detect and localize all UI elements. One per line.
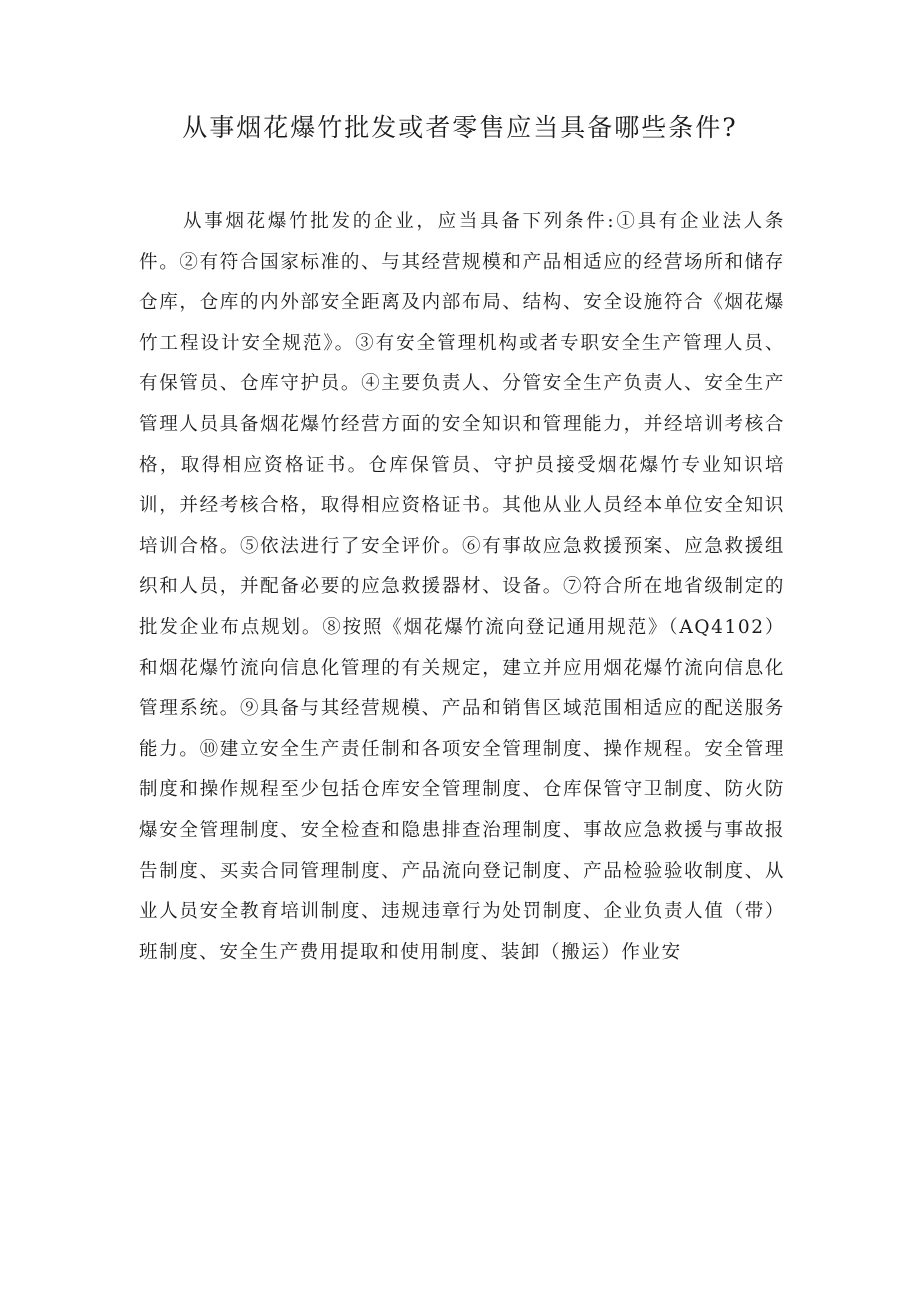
document-title: 从事烟花爆竹批发或者零售应当具备哪些条件? <box>182 113 738 142</box>
document-paragraph: 从事烟花爆竹批发的企业，应当具备下列条件:①具有企业法人条件。②有符合国家标准的、与其经营规模和产品相适应的经营场所和储存仓库，仓库的内外部安全距离及内部布局、结构、安全设施符合《烟花爆竹工程设计安全规范》。③有安全管理机构或者专职安全生产管理人员、有保管员、仓库守护员。④主要负责人、分管安全生产负责人、安全生产管理人员具备烟花爆竹经营方面的安全知识和管理能力，并经培训考核合格，取得相应资格证书。仓库保管员、守护员接受烟花爆竹专业知识培训，并经考核合格，取得相应资格证书。其他从业人员经本单位安全知识培训合格。⑤依法进行了安全评价。⑥有事故应急救援预案、应急救援组织和人员，并配备必要的应急救援器材、设备。⑦符合所在地省级制定的批发企业布点规划。⑧按照《烟花爆竹流向登记通用规范》（AQ4102）和烟花爆竹流向信息化管理的有关规定，建立并应用烟花爆竹流向信息化管理系统。⑨具备与其经营规模、产品和销售区域范围相适应的配送服务能力。⑩建立安全生产责任制和各项安全管理制度、操作规程。安全管理制度和操作规程至少包括仓库安全管理制度、仓库保管守卫制度、防火防爆安全管理制度、安全检查和隐患排查治理制度、事故应急救援与事故报告制度、买卖合同管理制度、产品流向登记制度、产品检验验收制度、从业人员安全教育培训制度、违规违章行为处罚制度、企业负责人值（带）班制度、安全生产费用提取和使用制度、装卸（搬运）作业安 <box>139 211 785 963</box>
